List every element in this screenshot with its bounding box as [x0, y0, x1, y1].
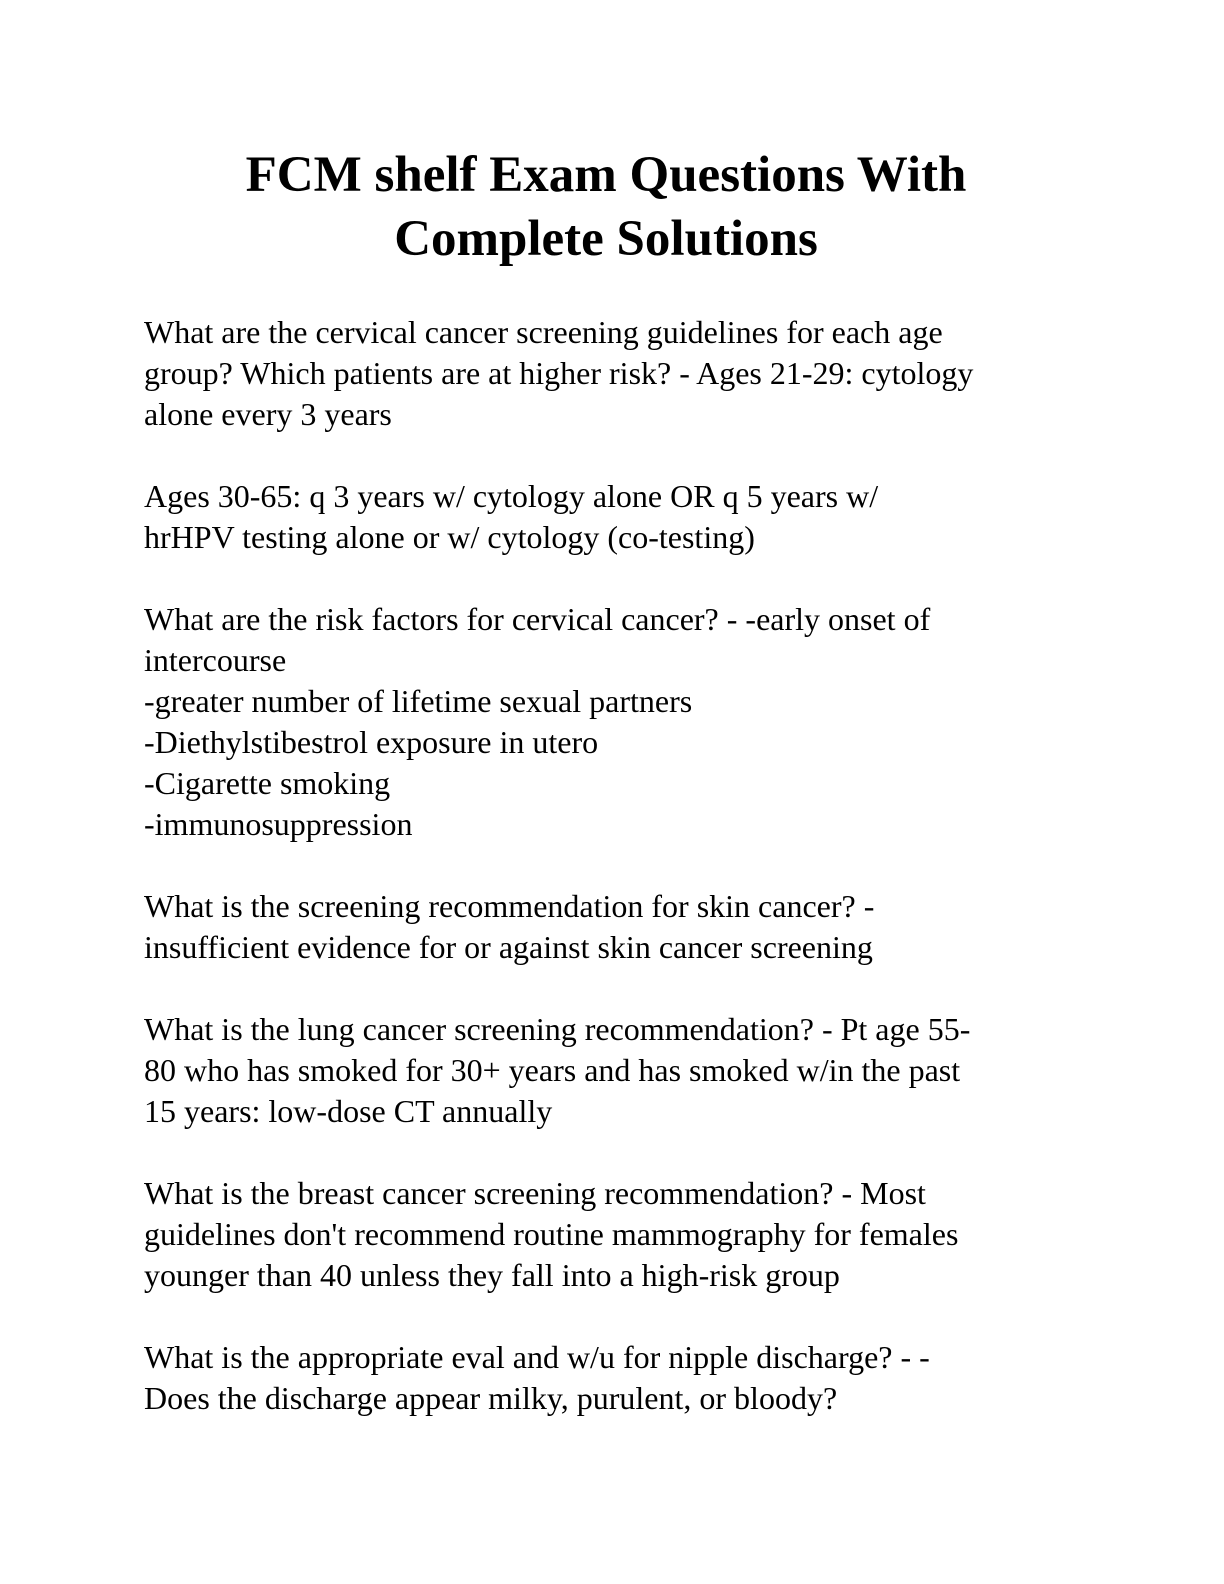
paragraph-cervical-screening — [144, 312, 1104, 435]
text-line: younger than 40 unless they fall into a high-risk group — [144, 1257, 840, 1293]
text-line: What is the appropriate eval and w/u for nipple discharge? - - — [144, 1339, 930, 1375]
paragraph-skin-cancer — [144, 886, 1104, 968]
text-line: 80 who has smoked for 30+ years and has smoked w/in the past — [144, 1052, 961, 1088]
text-line: What is the lung cancer screening recommendation? - Pt age 55- — [144, 1011, 971, 1047]
text-line: What are the cervical cancer screening guidelines for each age — [144, 314, 943, 350]
document-title — [0, 143, 1212, 271]
title-line: Complete Solutions — [394, 211, 818, 267]
text-line: What are the risk factors for cervical cancer? - -early onset of — [144, 601, 931, 637]
paragraph-ages-30-65 — [144, 476, 1104, 558]
text-line: intercourse — [144, 642, 287, 678]
paragraph-cervical-risk-factors — [144, 599, 1104, 845]
paragraph-lung-cancer — [144, 1009, 1104, 1132]
text-line: insufficient evidence for or against skin cancer screening — [144, 929, 873, 965]
paragraph-nipple-discharge — [144, 1337, 1104, 1419]
text-line: -Diethylstibestrol exposure in utero — [144, 724, 599, 760]
text-line: guidelines don't recommend routine mammography for females — [144, 1216, 959, 1252]
text-line: -immunosuppression — [144, 806, 413, 842]
text-line: hrHPV testing alone or w/ cytology (co-testing) — [144, 519, 755, 555]
text-line: Does the discharge appear milky, purulent, or bloody? — [144, 1380, 838, 1416]
text-line: -greater number of lifetime sexual partners — [144, 683, 693, 719]
text-line: Ages 30-65: q 3 years w/ cytology alone OR q 5 years w/ — [144, 478, 879, 514]
title-line: FCM shelf Exam Questions With — [245, 147, 967, 203]
document-body — [144, 312, 1104, 1460]
text-line: alone every 3 years — [144, 396, 392, 432]
text-line: group? Which patients are at higher risk? - Ages 21-29: cytology — [144, 355, 974, 391]
text-line: -Cigarette smoking — [144, 765, 391, 801]
text-line: What is the screening recommendation for skin cancer? - — [144, 888, 875, 924]
paragraph-breast-cancer — [144, 1173, 1104, 1296]
text-line: 15 years: low-dose CT annually — [144, 1093, 553, 1129]
text-line: What is the breast cancer screening recommendation? - Most — [144, 1175, 926, 1211]
